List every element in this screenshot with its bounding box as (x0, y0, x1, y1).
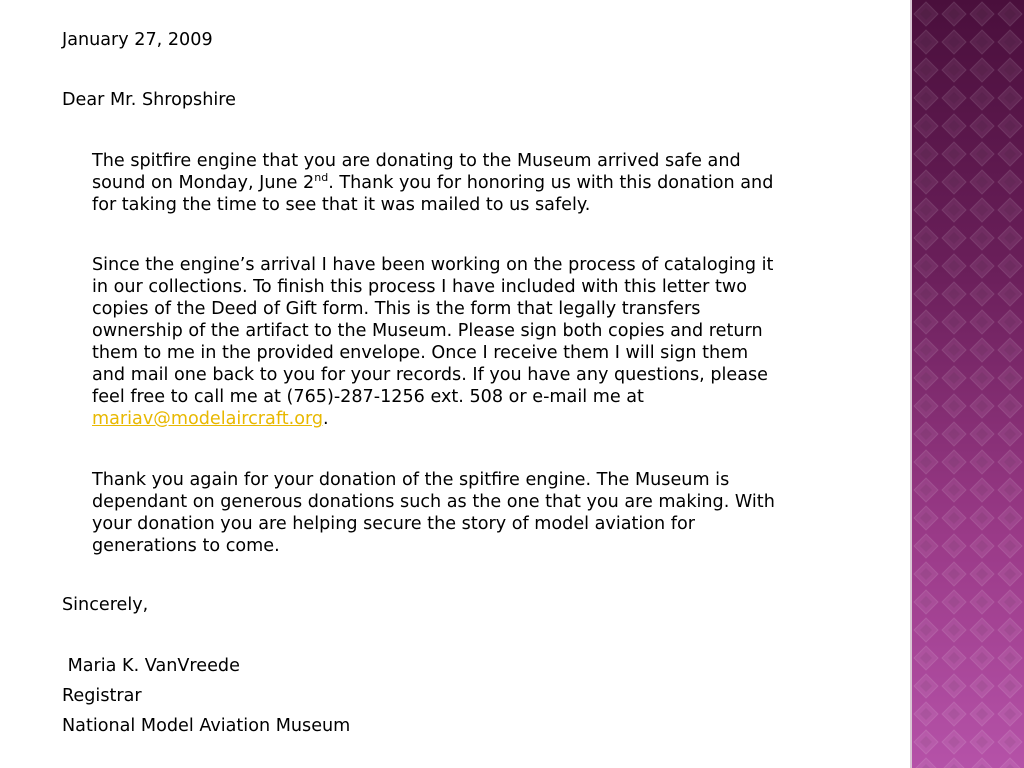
paragraph-line: The spitfire engine that you are donating to the Museum arrived safe and (92, 151, 741, 171)
paragraph-2 (92, 254, 892, 430)
letter-salutation: Dear Mr. Shropshire (62, 90, 236, 110)
paragraph-line: Thank you again for your donation of the spitfire engine. The Museum is (92, 470, 730, 490)
paragraph-line: them to me in the provided envelope. Once I receive them I will sign them (92, 343, 749, 363)
paragraph-3 (92, 469, 892, 557)
paragraph-line: copies of the Deed of Gift form. This is the form that legally transfers (92, 299, 701, 319)
email-link[interactable]: mariav@modelaircraft.org (92, 409, 324, 429)
letter-date: January 27, 2009 (62, 30, 213, 50)
paragraph-line: ownership of the artifact to the Museum. Please sign both copies and return (92, 321, 763, 341)
decorative-sidebar (912, 0, 1024, 768)
signer-name: Maria K. VanVreede (62, 656, 240, 676)
letter-closing: Sincerely, (62, 595, 149, 615)
ordinal-suffix: nd (314, 171, 329, 184)
paragraph-line: Since the engine’s arrival I have been working on the process of cataloging it (92, 255, 774, 275)
text-run: . (323, 409, 329, 429)
diamond-pattern (912, 0, 1024, 768)
paragraph-line: generations to come. (92, 536, 280, 556)
paragraph-line: your donation you are helping secure the story of model aviation for (92, 514, 695, 534)
paragraph-line: feel free to call me at (765)-287-1256 ext. 508 or e-mail me at (92, 387, 644, 407)
paragraph-line: and mail one back to you for your records. If you have any questions, please (92, 365, 768, 385)
text-run: . Thank you for honoring us with this donation and (328, 173, 774, 193)
paragraph-line (92, 408, 892, 430)
signer-title: Registrar (62, 686, 142, 706)
paragraph-line: for taking the time to see that it was mailed to us safely. (92, 195, 591, 215)
paragraph-line: in our collections. To finish this process I have included with this letter two (92, 277, 748, 297)
paragraph-line: dependant on generous donations such as the one that you are making. With (92, 492, 775, 512)
text-run: sound on Monday, June 2 (92, 173, 315, 193)
paragraph-1 (92, 150, 892, 216)
signer-organization: National Model Aviation Museum (62, 716, 351, 736)
paragraph-line (92, 172, 892, 194)
